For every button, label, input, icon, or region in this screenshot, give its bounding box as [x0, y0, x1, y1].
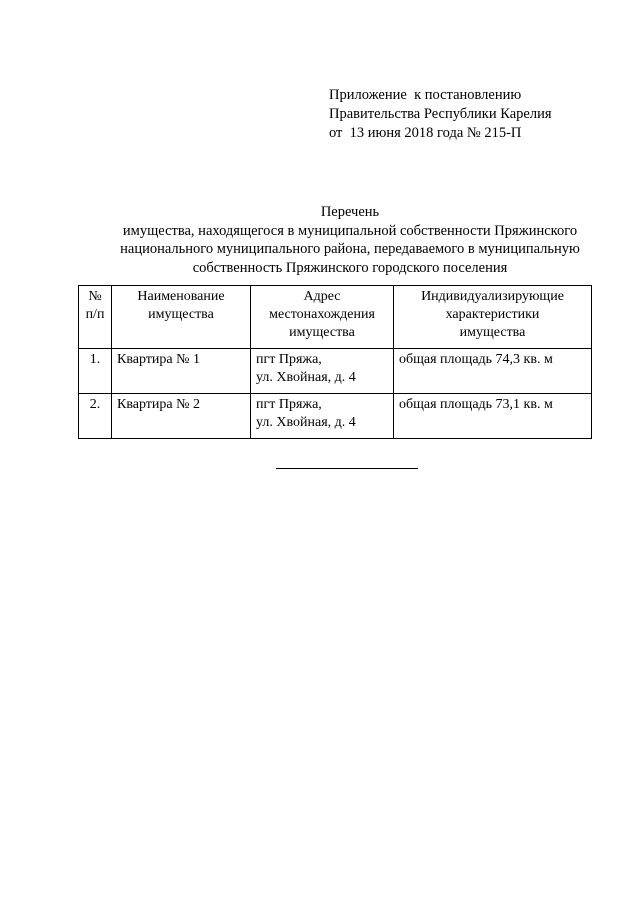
- title-line: имущества, находящегося в муниципальной собственности Пряжинского: [122, 222, 578, 239]
- property-table: [78, 285, 592, 439]
- header-characteristics: Индивидуализирующие характеристики имущества: [394, 286, 592, 349]
- row-number: 1.: [79, 349, 112, 394]
- header-name: Наименование имущества: [112, 286, 251, 349]
- appendix-line: Приложение к постановлению: [329, 87, 522, 103]
- header-address: Адрес местонахождения имущества: [251, 286, 394, 349]
- row-characteristics: общая площадь 74,3 кв. м: [394, 349, 592, 394]
- row-address: пгт Пряжа, ул. Хвойная, д. 4: [251, 349, 394, 394]
- row-address: пгт Пряжа, ул. Хвойная, д. 4: [251, 394, 394, 439]
- document-title: [80, 203, 620, 277]
- row-number: 2.: [79, 394, 112, 439]
- appendix-header: [329, 86, 552, 143]
- table-row: [79, 394, 592, 439]
- title-line: собственность Пряжинского городского поселения: [192, 259, 508, 276]
- row-name: Квартира № 1: [112, 349, 251, 394]
- table-header-row: [79, 286, 592, 349]
- table-row: [79, 349, 592, 394]
- closing-separator-line: [276, 468, 418, 469]
- title-line: национального муниципального района, передаваемого в муниципальную: [120, 241, 580, 257]
- title-heading: Перечень: [320, 204, 380, 220]
- row-characteristics: общая площадь 73,1 кв. м: [394, 394, 592, 439]
- appendix-line: от 13 июня 2018 года № 215-П: [329, 125, 522, 141]
- row-name: Квартира № 2: [112, 394, 251, 439]
- header-number: № п/п: [79, 286, 112, 349]
- appendix-line: Правительства Республики Карелия: [329, 106, 552, 122]
